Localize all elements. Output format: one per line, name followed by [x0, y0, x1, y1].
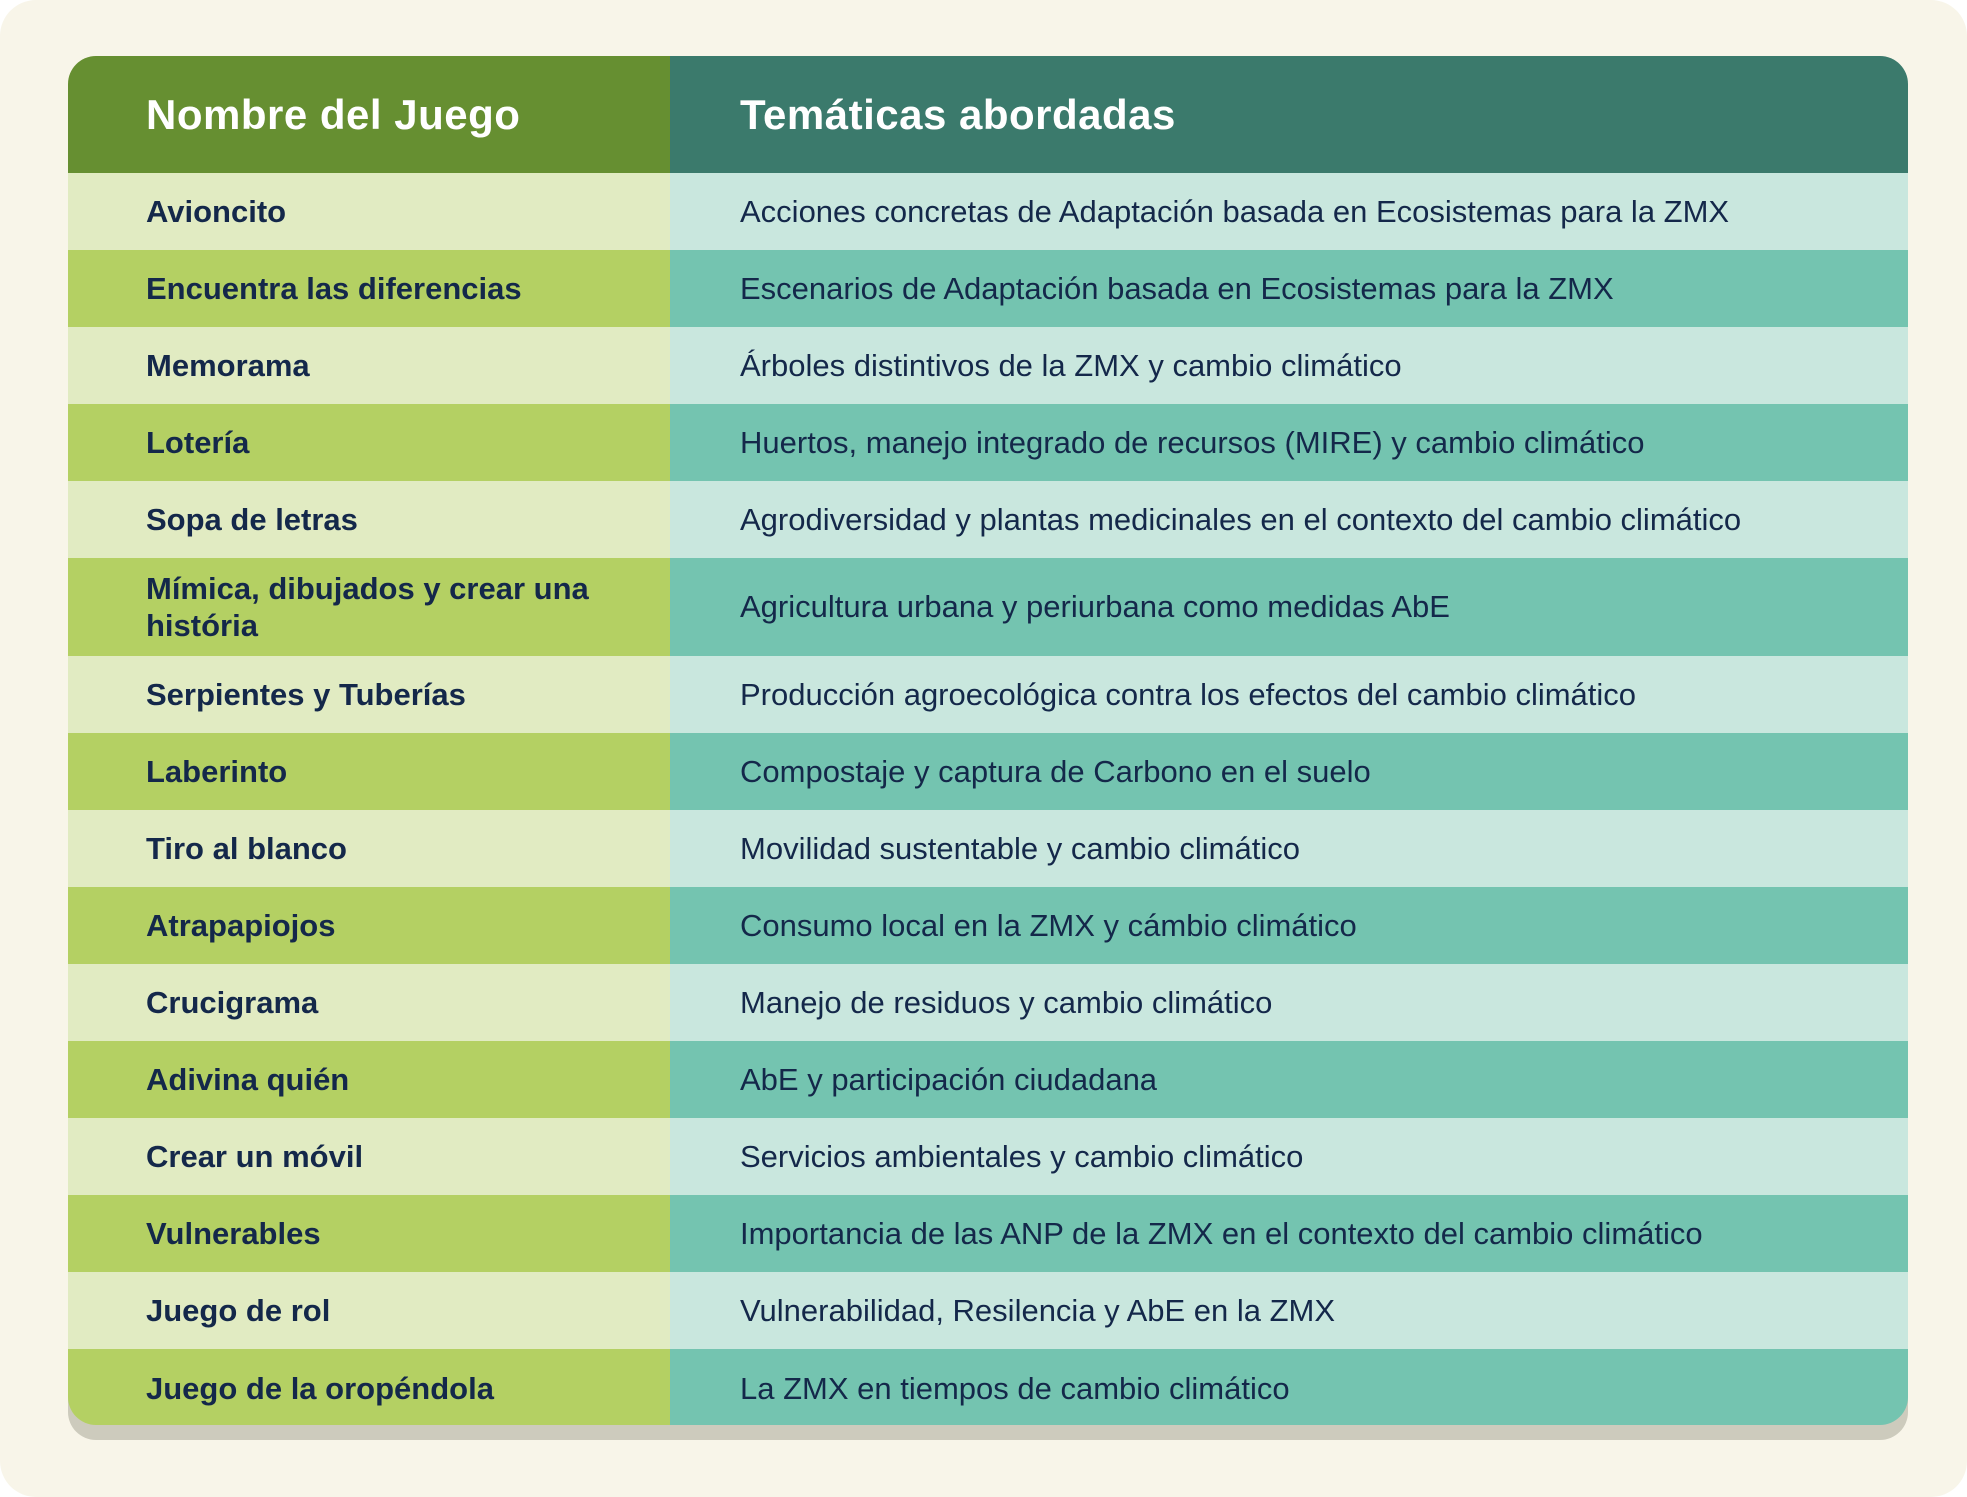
game-name-cell: Sopa de letras: [68, 481, 670, 558]
game-name-cell: Crear un móvil: [68, 1118, 670, 1195]
table-row: [68, 250, 1908, 327]
game-name-cell: Lotería: [68, 404, 670, 481]
topic-cell: Huertos, manejo integrado de recursos (MIRE) y cambio climático: [670, 404, 1908, 481]
topic-cell: Compostaje y captura de Carbono en el suelo: [670, 733, 1908, 810]
topic-cell: Importancia de las ANP de la ZMX en el contexto del cambio climático: [670, 1195, 1908, 1272]
table-body: [68, 173, 1908, 1425]
topic-cell: Agricultura urbana y periurbana como medidas AbE: [670, 558, 1908, 656]
table-row: [68, 810, 1908, 887]
game-name-cell: Tiro al blanco: [68, 810, 670, 887]
table-row: [68, 733, 1908, 810]
table-row: [68, 1118, 1908, 1195]
table-row: [68, 327, 1908, 404]
topic-cell: Consumo local en la ZMX y cámbio climático: [670, 887, 1908, 964]
table-row: [68, 404, 1908, 481]
table-row: [68, 1349, 1908, 1425]
game-name-cell: Memorama: [68, 327, 670, 404]
topic-cell: La ZMX en tiempos de cambio climático: [670, 1349, 1908, 1425]
table-row: [68, 1272, 1908, 1349]
table-header-row: [68, 56, 1908, 173]
game-name-cell: Adivina quién: [68, 1041, 670, 1118]
table-row: [68, 887, 1908, 964]
header-topics: Temáticas abordadas: [670, 56, 1908, 173]
game-name-cell: Atrapapiojos: [68, 887, 670, 964]
table-row: [68, 558, 1908, 656]
topic-cell: Escenarios de Adaptación basada en Ecosistemas para la ZMX: [670, 250, 1908, 327]
table-row: [68, 964, 1908, 1041]
table-row: [68, 1195, 1908, 1272]
game-name-cell: Encuentra las diferencias: [68, 250, 670, 327]
game-name-cell: Juego de la oropéndola: [68, 1349, 670, 1425]
table-row: [68, 173, 1908, 250]
topic-cell: Acciones concretas de Adaptación basada en Ecosistemas para la ZMX: [670, 173, 1908, 250]
game-name-cell: Vulnerables: [68, 1195, 670, 1272]
game-name-cell: Serpientes y Tuberías: [68, 656, 670, 733]
game-name-cell: Laberinto: [68, 733, 670, 810]
table-row: [68, 656, 1908, 733]
table-row: [68, 481, 1908, 558]
game-name-cell: Crucigrama: [68, 964, 670, 1041]
game-name-cell: Avioncito: [68, 173, 670, 250]
topic-cell: Servicios ambientales y cambio climático: [670, 1118, 1908, 1195]
topic-cell: Manejo de residuos y cambio climático: [670, 964, 1908, 1041]
topic-cell: Movilidad sustentable y cambio climático: [670, 810, 1908, 887]
header-game-name: Nombre del Juego: [68, 56, 670, 173]
topic-cell: Árboles distintivos de la ZMX y cambio climático: [670, 327, 1908, 404]
game-name-cell: Mímica, dibujados y crear una história: [68, 558, 670, 656]
table-row: [68, 1041, 1908, 1118]
game-name-cell: Juego de rol: [68, 1272, 670, 1349]
games-table: [68, 56, 1908, 1425]
topic-cell: AbE y participación ciudadana: [670, 1041, 1908, 1118]
topic-cell: Producción agroecológica contra los efectos del cambio climático: [670, 656, 1908, 733]
topic-cell: Vulnerabilidad, Resilencia y AbE en la ZMX: [670, 1272, 1908, 1349]
topic-cell: Agrodiversidad y plantas medicinales en el contexto del cambio climático: [670, 481, 1908, 558]
